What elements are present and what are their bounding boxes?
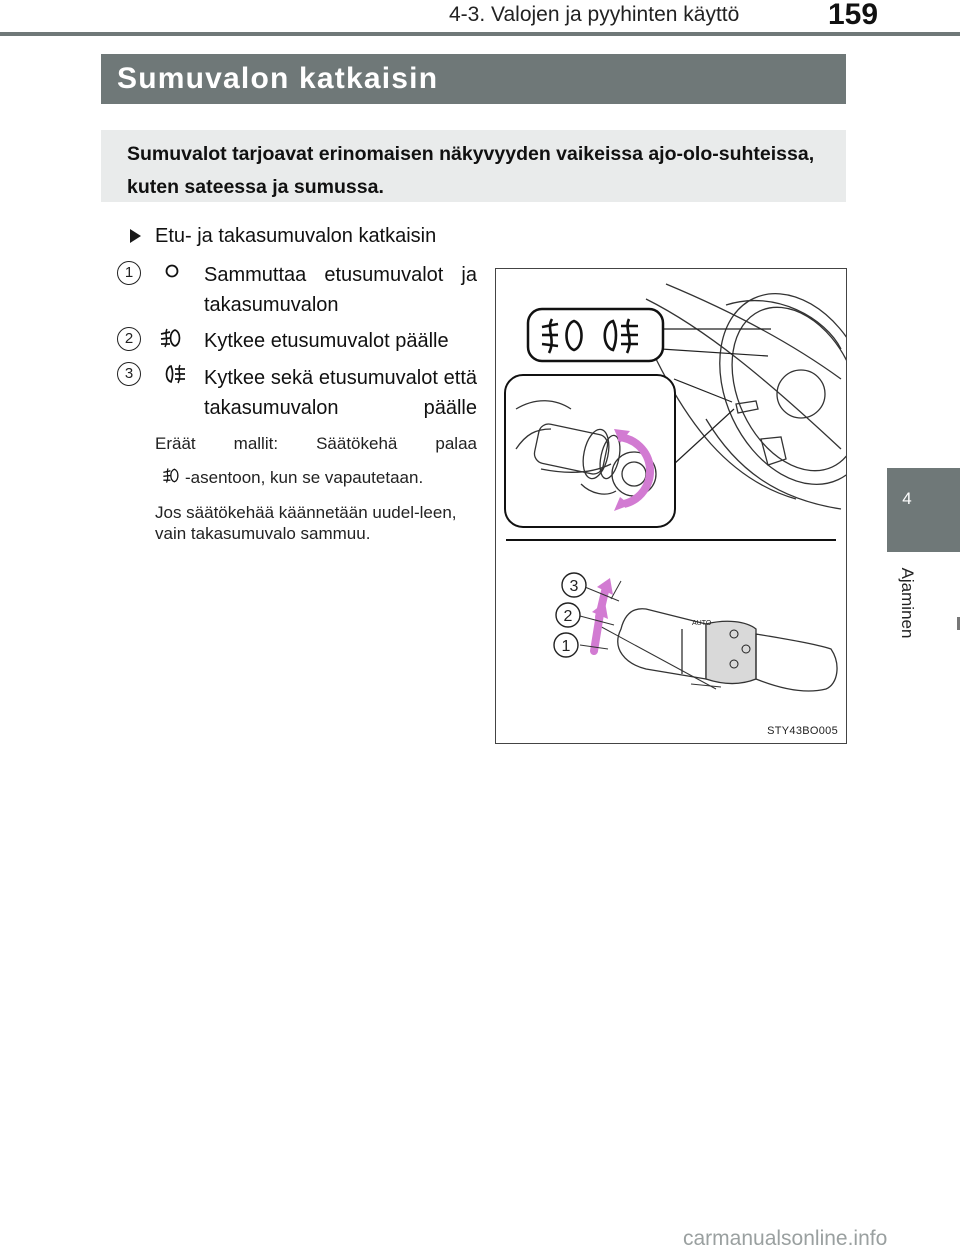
off-circle-icon xyxy=(164,263,180,284)
note-text: Eräät mallit: Säätökehä palaa xyxy=(155,434,477,453)
item-number: 3 xyxy=(117,362,141,386)
item-number: 2 xyxy=(117,327,141,351)
title-bar xyxy=(101,54,846,104)
svg-text:AUTO: AUTO xyxy=(692,620,712,627)
chapter-tab xyxy=(887,468,960,552)
note-text: Jos säätökehää käännetään uudel-leen, vain takasumuvalo sammuu. xyxy=(155,503,457,543)
chapter-title: Ajaminen xyxy=(898,567,917,639)
bullet-text: Etu- ja takasumuvalon katkaisin xyxy=(155,225,437,247)
svg-text:1: 1 xyxy=(561,638,571,655)
figure-code: STY43BO005 xyxy=(767,725,838,737)
triangle-bullet-icon xyxy=(130,229,141,243)
item-text: Sammuttaa etusumuvalot ja takasumuvalon xyxy=(204,264,477,316)
page-number: 159 xyxy=(828,0,879,31)
front-fog-light-icon xyxy=(158,326,186,355)
rear-fog-light-icon xyxy=(160,362,188,391)
chapter-number: 4 xyxy=(902,489,912,508)
item-number: 1 xyxy=(117,261,141,285)
svg-text:2: 2 xyxy=(563,608,573,625)
fog-switch-illustration xyxy=(495,268,847,744)
watermark: carmanualsonline.info xyxy=(683,1227,888,1250)
svg-text:3: 3 xyxy=(569,578,579,595)
bullet-heading xyxy=(130,225,436,248)
note-text: -asentoon, kun se vapautetaan. xyxy=(185,468,424,487)
section-title: 4-3. Valojen ja pyyhinten käyttö xyxy=(449,3,740,26)
front-fog-light-icon xyxy=(161,466,183,490)
header-rule xyxy=(0,32,960,36)
intro-text: Sumuvalot tarjoavat erinomaisen näkyvyyden vaikeissa ajo-olo-suhteissa, kuten sateessa ja sumussa. xyxy=(127,143,815,198)
intro-box xyxy=(101,130,846,202)
item-text: Kytkee sekä etusumuvalot että takasumuvalon päälle xyxy=(204,367,477,419)
item-text: Kytkee etusumuvalot päälle xyxy=(204,330,449,352)
page-title: Sumuvalon katkaisin xyxy=(117,62,439,95)
